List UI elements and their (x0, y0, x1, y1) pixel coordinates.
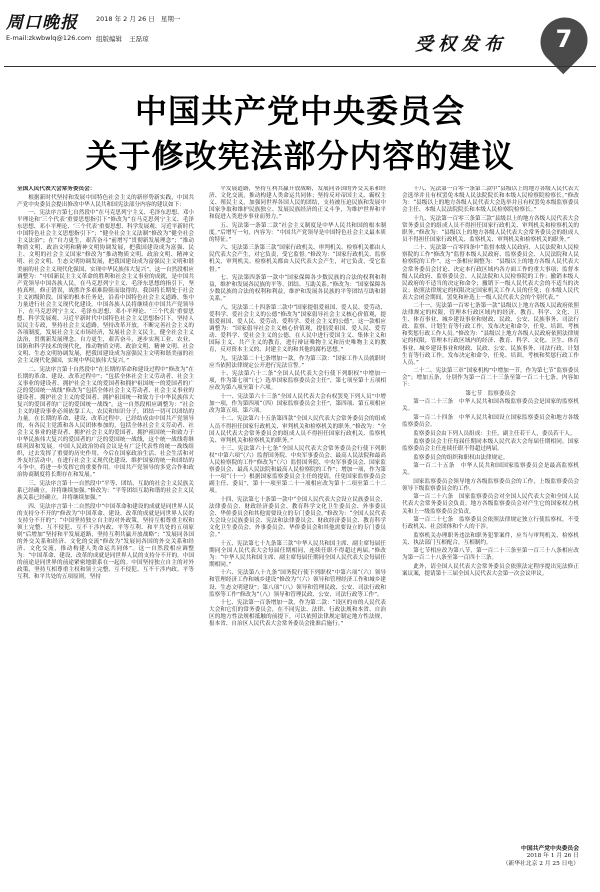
article-paragraph: 十八、宪法第一百零一条第二款中“县级以上的地方各级人民代表大会选举并且有权罢免本级人民法院院长和本级人民检察院检察长。”修改为：“县级以上的地方各级人民代表大会选举并且有权罢免本级监察委员会主任、本级人民法院院长和本级人民检察院检察长。” (402, 186, 579, 214)
article-paragraph: 十六、宪法第八十九条“国务院行使下列职权”中第六项“（六）领导和管理经济工作和城乡建设”修改为“（六）领导和管理经济工作和城乡建设、生态文明建设”；第八项“（八）领导和管理民政、公安、司法行政和监察等工作”修改为“（八）领导和管理民政、公安、司法行政等工作”。 (209, 570, 386, 598)
article-paragraph: 国家监察委员会领导地方各级监察委员会的工作，上级监察委员会领导下级监察委员会的工作。 (402, 478, 579, 492)
article-paragraph: 十三、宪法第六十七条“全国人民代表大会常务委员会行使下列职权”中第六项“（六）监督国务院、中央军事委员会、最高人民法院和最高人民检察院的工作”修改为“（六）监督国务院、中央军事委员会、国家监察委员会、最高人民法院和最高人民检察院的工作”；增加一项，作为第十一项“（十一）根据国家监察委员会主任的提请，任免国家监察委员会副主任、委员”，第十一项至第二十一项相应改为第十二项至第二十二项。 (209, 446, 386, 495)
page-number: 7 (555, 25, 573, 53)
article-paragraph: 监察委员会由下列人员组成：主任，副主任若干人，委员若干人。 (413, 430, 576, 437)
article-paragraph: 第一百二十三条 中华人民共和国各级监察委员会是国家的监察机关。 (402, 399, 579, 413)
article-paragraph: 一、宪法序言第七自然段中“在马克思列宁主义、毛泽东思想、邓小平理论和‘三个代表’重要思想指引下”修改为“在马克思列宁主义、毛泽东思想、邓小平理论、‘三个代表’重要思想、科学发展观、习近平新时代中国特色社会主义思想指引下”；“健全社会主义法制”修改为“健全社会主义法治”；在“自力更生，艰苦奋斗”前增写“贯彻新发展理念”；“推动物质文明、政治文明和精神文明协调发展，把我国建设成为富强、民主、文明的社会主义国家”修改为“推动物质文明、政治文明、精神文明、社会文明、生态文明协调发展，把我国建设成为富强民主文明和谐美丽的社会主义现代化强国，实现中华民族伟大复兴”。这一自然段相应调整为：“中国新民主主义革命的胜利和社会主义事业的成就，是中国共产党领导中国各族人民，在马克思列宁主义、毛泽东思想的指引下，坚持真理，修正错误，战胜许多艰难险阻而取得的。我国将长期处于社会主义初级阶段。国家的根本任务是，沿着中国特色社会主义道路，集中力量进行社会主义现代化建设。中国各族人民将继续在中国共产党领导下，在马克思列宁主义、毛泽东思想、邓小平理论、‘三个代表’重要思想、科学发展观、习近平新时代中国特色社会主义思想指引下，坚持人民民主专政，坚持社会主义道路，坚持改革开放，不断完善社会主义的各项制度，发展社会主义市场经济，发展社会主义民主，健全社会主义法治，贯彻新发展理念，自力更生，艰苦奋斗，逐步实现工业、农业、国防和科学技术的现代化，推动物质文明、政治文明、精神文明、社会文明、生态文明协调发展，把我国建设成为富强民主文明和谐美丽的社会主义现代化强国，实现中华民族伟大复兴。” (17, 210, 194, 365)
article-paragraph: 此外，请全国人民代表大会常务委员会依照法定程序提出宪法修正案议案，提请第十三届全国人民代表大会第一次会议审议。 (402, 563, 579, 577)
headline-line-2: 关于修改宪法部分内容的建议 (85, 137, 515, 175)
article-paragraph: 第一百二十五条 中华人民共和国国家监察委员会是最高监察机关。 (402, 463, 579, 477)
article-paragraph: 第七节相应改为第八节，第一百二十三条至第一百三十八条相应改为第一百二十八条至第一百四十三条。 (402, 548, 579, 562)
article-paragraph: 二十、宪法第一百零四条中“监督本级人民政府、人民法院和人民检察院的工作”修改为“监督本级人民政府、监察委员会、人民法院和人民检察院的工作”。这一条相应调整为：“县级以上的地方各级人民代表大会常务委员会讨论、决定本行政区域内各方面工作的重大事项；监督本级人民政府、监察委员会、人民法院和人民检察院的工作；撤销本级人民政府的不适当的决定和命令；撤销下一级人民代表大会的不适当的决议；依照法律规定的权限决定国家机关工作人员的任免；在本级人民代表大会闭会期间，罢免和补选上一级人民代表大会的个别代表。” (402, 245, 579, 301)
article-paragraph: 十九、宪法第一百零三条第三款“县级以上的地方各级人民代表大会常务委员会的组成人员不得担任国家行政机关、审判机关和检察机关的职务。”修改为：“县级以上的地方各级人民代表大会常务委员会的组成人员不得担任国家行政机关、监察机关、审判机关和检察机关的职务。” (402, 215, 579, 243)
section-title: 受权发布 (415, 34, 507, 55)
newspaper-logo: 周口晚报 (6, 13, 78, 33)
article-paragraph: 监察委员会的组织和职权由法律规定。 (413, 454, 509, 461)
article-paragraph: 三、宪法序言第十一自然段中“平等、团结、互助的社会主义民族关系已经确立，并将继续加强。”修改为：“平等团结互助和谐的社会主义民族关系已经确立，并将继续加强。” (17, 480, 194, 502)
masthead (0, 0, 600, 70)
article-paragraph: 二十一、宪法第一百零七条第一款“县级以上地方各级人民政府依照法律规定的权限，管理本行政区域内的经济、教育、科学、文化、卫生、体育事业、城乡建设事业和财政、民政、公安、民族事务、司法行政、监察、计划生育等行政工作，发布决定和命令，任免、培训、考核和奖惩行政工作人员。”修改为：“县级以上地方各级人民政府依照法律规定的权限，管理本行政区域内的经济、教育、科学、文化、卫生、体育事业、城乡建设事业和财政、民政、公安、民族事务、司法行政、计划生育等行政工作，发布决定和命令，任免、培训、考核和奖惩行政工作人员。” (402, 303, 579, 366)
article-paragraph: 平发展道路，坚持互利共赢开放战略，发展同各国的外交关系和经济、文化交流，推动构建人类命运共同体；坚持反对帝国主义、霸权主义、殖民主义，加强同世界各国人民的团结，支持被压迫民族和发展中国家争取和维护民族独立、发展民族经济的正义斗争，为维护世界和平和促进人类进步事业而努力。” (209, 186, 386, 221)
signoff-date: 2018 年 1 月 26 日 (526, 853, 579, 860)
issue-weekday: 星期一 (160, 15, 181, 23)
masthead-divider (4, 66, 596, 67)
section-heading: 第七节 监察委员会 (465, 390, 516, 397)
article-paragraph: 第一百二十七条 监察委员会依照法律规定独立行使监察权，不受行政机关、社会团体和个人的干涉。 (402, 517, 579, 531)
article-paragraph: 第一百二十六条 国家监察委员会对全国人民代表大会和全国人民代表大会常务委员会负责。地方各级监察委员会对产生它的国家权力机关和上一级监察委员会负责。 (402, 494, 579, 515)
issue-date-row (96, 14, 184, 23)
article-paragraph: 二、宪法序言第十自然段中“在长期的革命和建设过程中”修改为“在长期的革命、建设、改革过程中”；“包括全体社会主义劳动者、社会主义事业的建设者、拥护社会主义的爱国者和拥护祖国统一的爱国者的广泛的爱国统一战线”修改为“包括全体社会主义劳动者、社会主义事业的建设者、拥护社会主义的爱国者、拥护祖国统一和致力于中华民族伟大复兴的爱国者的广泛的爱国统一战线”。这一自然段相应调整为：“社会主义的建设事业必须依靠工人、农民和知识分子，团结一切可以团结的力量。在长期的革命、建设、改革过程中，已经结成由中国共产党领导的，有各民主党派和各人民团体参加的，包括全体社会主义劳动者、社会主义事业的建设者、拥护社会主义的爱国者、拥护祖国统一和致力于中华民族伟大复兴的爱国者的广泛的爱国统一战线，这个统一战线将继续巩固和发展。中国人民政治协商会议是有广泛代表性的统一战线组织，过去发挥了重要的历史作用，今后在国家政治生活、社会生活和对外友好活动中，在进行社会主义现代化建设、维护国家的统一和团结的斗争中，将进一步发挥它的重要作用。中国共产党领导的多党合作和政治协商制度将长期存在和发展。” (17, 366, 194, 479)
article-paragraph: 九、宪法第二十七条增加一款，作为第三款：“国家工作人员就职时应当依照法律规定公开进行宪法宣誓。” (209, 355, 386, 369)
article-paragraph: 七、宪法第四条第一款中“国家保障各少数民族的合法的权利和利益，维护和发展各民族的平等、团结、互助关系。”修改为：“国家保障各少数民族的合法的权利和利益，维护和发展各民族的平等团结互助和谐关系。” (209, 275, 386, 303)
article-column-2 (209, 186, 386, 870)
article-paragraph: 监察委员会主任每届任期同本级人民代表大会每届任期相同。国家监察委员会主任连续任职不得超过两届。 (402, 439, 579, 453)
article-paragraph: 十二、宪法第六十五条第四款“全国人民代表大会常务委员会的组成人员不得担任国家行政机关、审判机关和检察机关的职务。”修改为：“全国人民代表大会常务委员会的组成人员不得担任国家行政机关、监察机关、审判机关和检察机关的职务。” (209, 416, 386, 444)
article-paragraph: 十七、宪法第一百条增加一款，作为第二款：“设区的市的人民代表大会和它们的常务委员会，在不同宪法、法律、行政法规和本省、自治区的地方性法规相抵触的前提下，可以依照法律规定制定地方性法规，报本省、自治区人民代表大会常务委员会批准后施行。” (209, 600, 386, 628)
editor-name: 王磊琼 (129, 35, 149, 43)
article-paragraph: 五、宪法第一条第二款“社会主义制度是中华人民共和国的根本制度。”后增写一句，内容为：“中国共产党领导是中国特色社会主义最本质的特征。” (209, 222, 386, 243)
contact-email: E-mail:zkwbwlq@126.com (6, 34, 92, 42)
article-paragraph: 八、宪法第二十四条第二款中“国家提倡爱祖国、爱人民、爱劳动、爱科学、爱社会主义的公德”修改为“国家倡导社会主义核心价值观，提倡爱祖国、爱人民、爱劳动、爱科学、爱社会主义的公德”。这一款相应调整为：“国家倡导社会主义核心价值观，提倡爱祖国、爱人民、爱劳动、爱科学、爱社会主义的公德，在人民中进行爱国主义、集体主义和国际主义、共产主义的教育，进行辩证唯物主义和历史唯物主义的教育，反对资本主义的、封建主义的和其他的腐朽思想。” (209, 304, 386, 354)
article-paragraph: 根据新时代坚持和发展中国特色社会主义的新形势新实践，中国共产党中央委员会提出修改中华人民共和国宪法部分内容的建议如下： (17, 194, 194, 208)
salutation: 全国人民代表大会常务委员会： (17, 186, 96, 192)
signoff (402, 846, 579, 868)
editor-credit (96, 34, 154, 43)
article-column-3 (402, 186, 579, 870)
editor-label: 组版编辑 (96, 35, 122, 43)
article-paragraph: 四、宪法序言第十二自然段中“中国革命和建设的成就是同世界人民的支持分不开的”修改为“中国革命、建设、改革的成就是同世界人民的支持分不开的”；“中国坚持独立自主的对外政策，坚持互相尊重主权和领土完整、互不侵犯、互不干涉内政、平等互利、和平共处的五项原则”后增加“坚持和平发展道路，坚持互利共赢开放战略”；“发展同各国的外交关系和经济、文化的交流”修改为“发展同各国的外交关系和经济、文化交流，推动构建人类命运共同体”。这一自然段相应调整为：“中国革命、建设、改革的成就是同世界人民的支持分不开的。中国的前途是同世界的前途紧密地联系在一起的。中国坚持独立自主的对外政策，坚持互相尊重主权和领土完整、互不侵犯、互不干涉内政、平等互利、和平共处的五项原则，坚持 (17, 503, 194, 581)
article-paragraph: 监察机关办理职务违法和职务犯罪案件，应当与审判机关、检察机关、执法部门互相配合，互相制约。 (402, 532, 579, 546)
article-paragraph: 二十二、宪法第三章“国家机构”中增加一节，作为第七节“监察委员会”；增加五条，分别作为第一百二十三条至第一百二十七条。内容如下： (402, 368, 579, 389)
headline-line-1: 中国共产党中央委员会 (134, 92, 465, 130)
article-paragraph: 十、宪法第六十二条“全国人民代表大会行使下列职权”中增加一项，作为第七项“（七）选举国家监察委员会主任”，第七项至第十五项相应改为第八项至第十六项。 (209, 371, 386, 392)
issue-date: 2018 年 2 月 26 日 (96, 15, 155, 23)
article-column-1 (17, 186, 194, 870)
signoff-source: （新华社北京 2 月 25 日电） (502, 860, 579, 867)
article-paragraph: 十一、宪法第六十三条“全国人民代表大会有权罢免下列人员”中增加一项，作为第四项“（四）国家监察委员会主任”，第四项、第五项相应改为第五项、第六项。 (209, 393, 386, 414)
article-paragraph: 第一百二十四条 中华人民共和国设立国家监察委员会和地方各级监察委员会。 (402, 414, 579, 428)
signoff-organization: 中国共产党中央委员会 (521, 846, 579, 852)
article-paragraph: 十四、宪法第七十条第一款中“全国人民代表大会设立民族委员会、法律委员会、财政经济委员会、教育科学文化卫生委员会、外事委员会、华侨委员会和其他需要设立的专门委员会。”修改为：“全国人民代表大会设立民族委员会、宪法和法律委员会、财政经济委员会、教育科学文化卫生委员会、外事委员会、华侨委员会和其他需要设立的专门委员会。” (209, 496, 386, 539)
article-paragraph: 六、宪法第三条第三款“国家行政机关、审判机关、检察机关都由人民代表大会产生，对它负责，受它监督。”修改为：“国家行政机关、监察机关、审判机关、检察机关都由人民代表大会产生，对它负责，受它监督。” (209, 245, 386, 273)
article-paragraph: 十五、宪法第七十九条第三款“中华人民共和国主席、副主席每届任期同全国人民代表大会每届任期相同，连续任职不得超过两届。”修改为：“中华人民共和国主席、副主席每届任期同全国人民代表大会每届任期相同。” (209, 540, 386, 568)
